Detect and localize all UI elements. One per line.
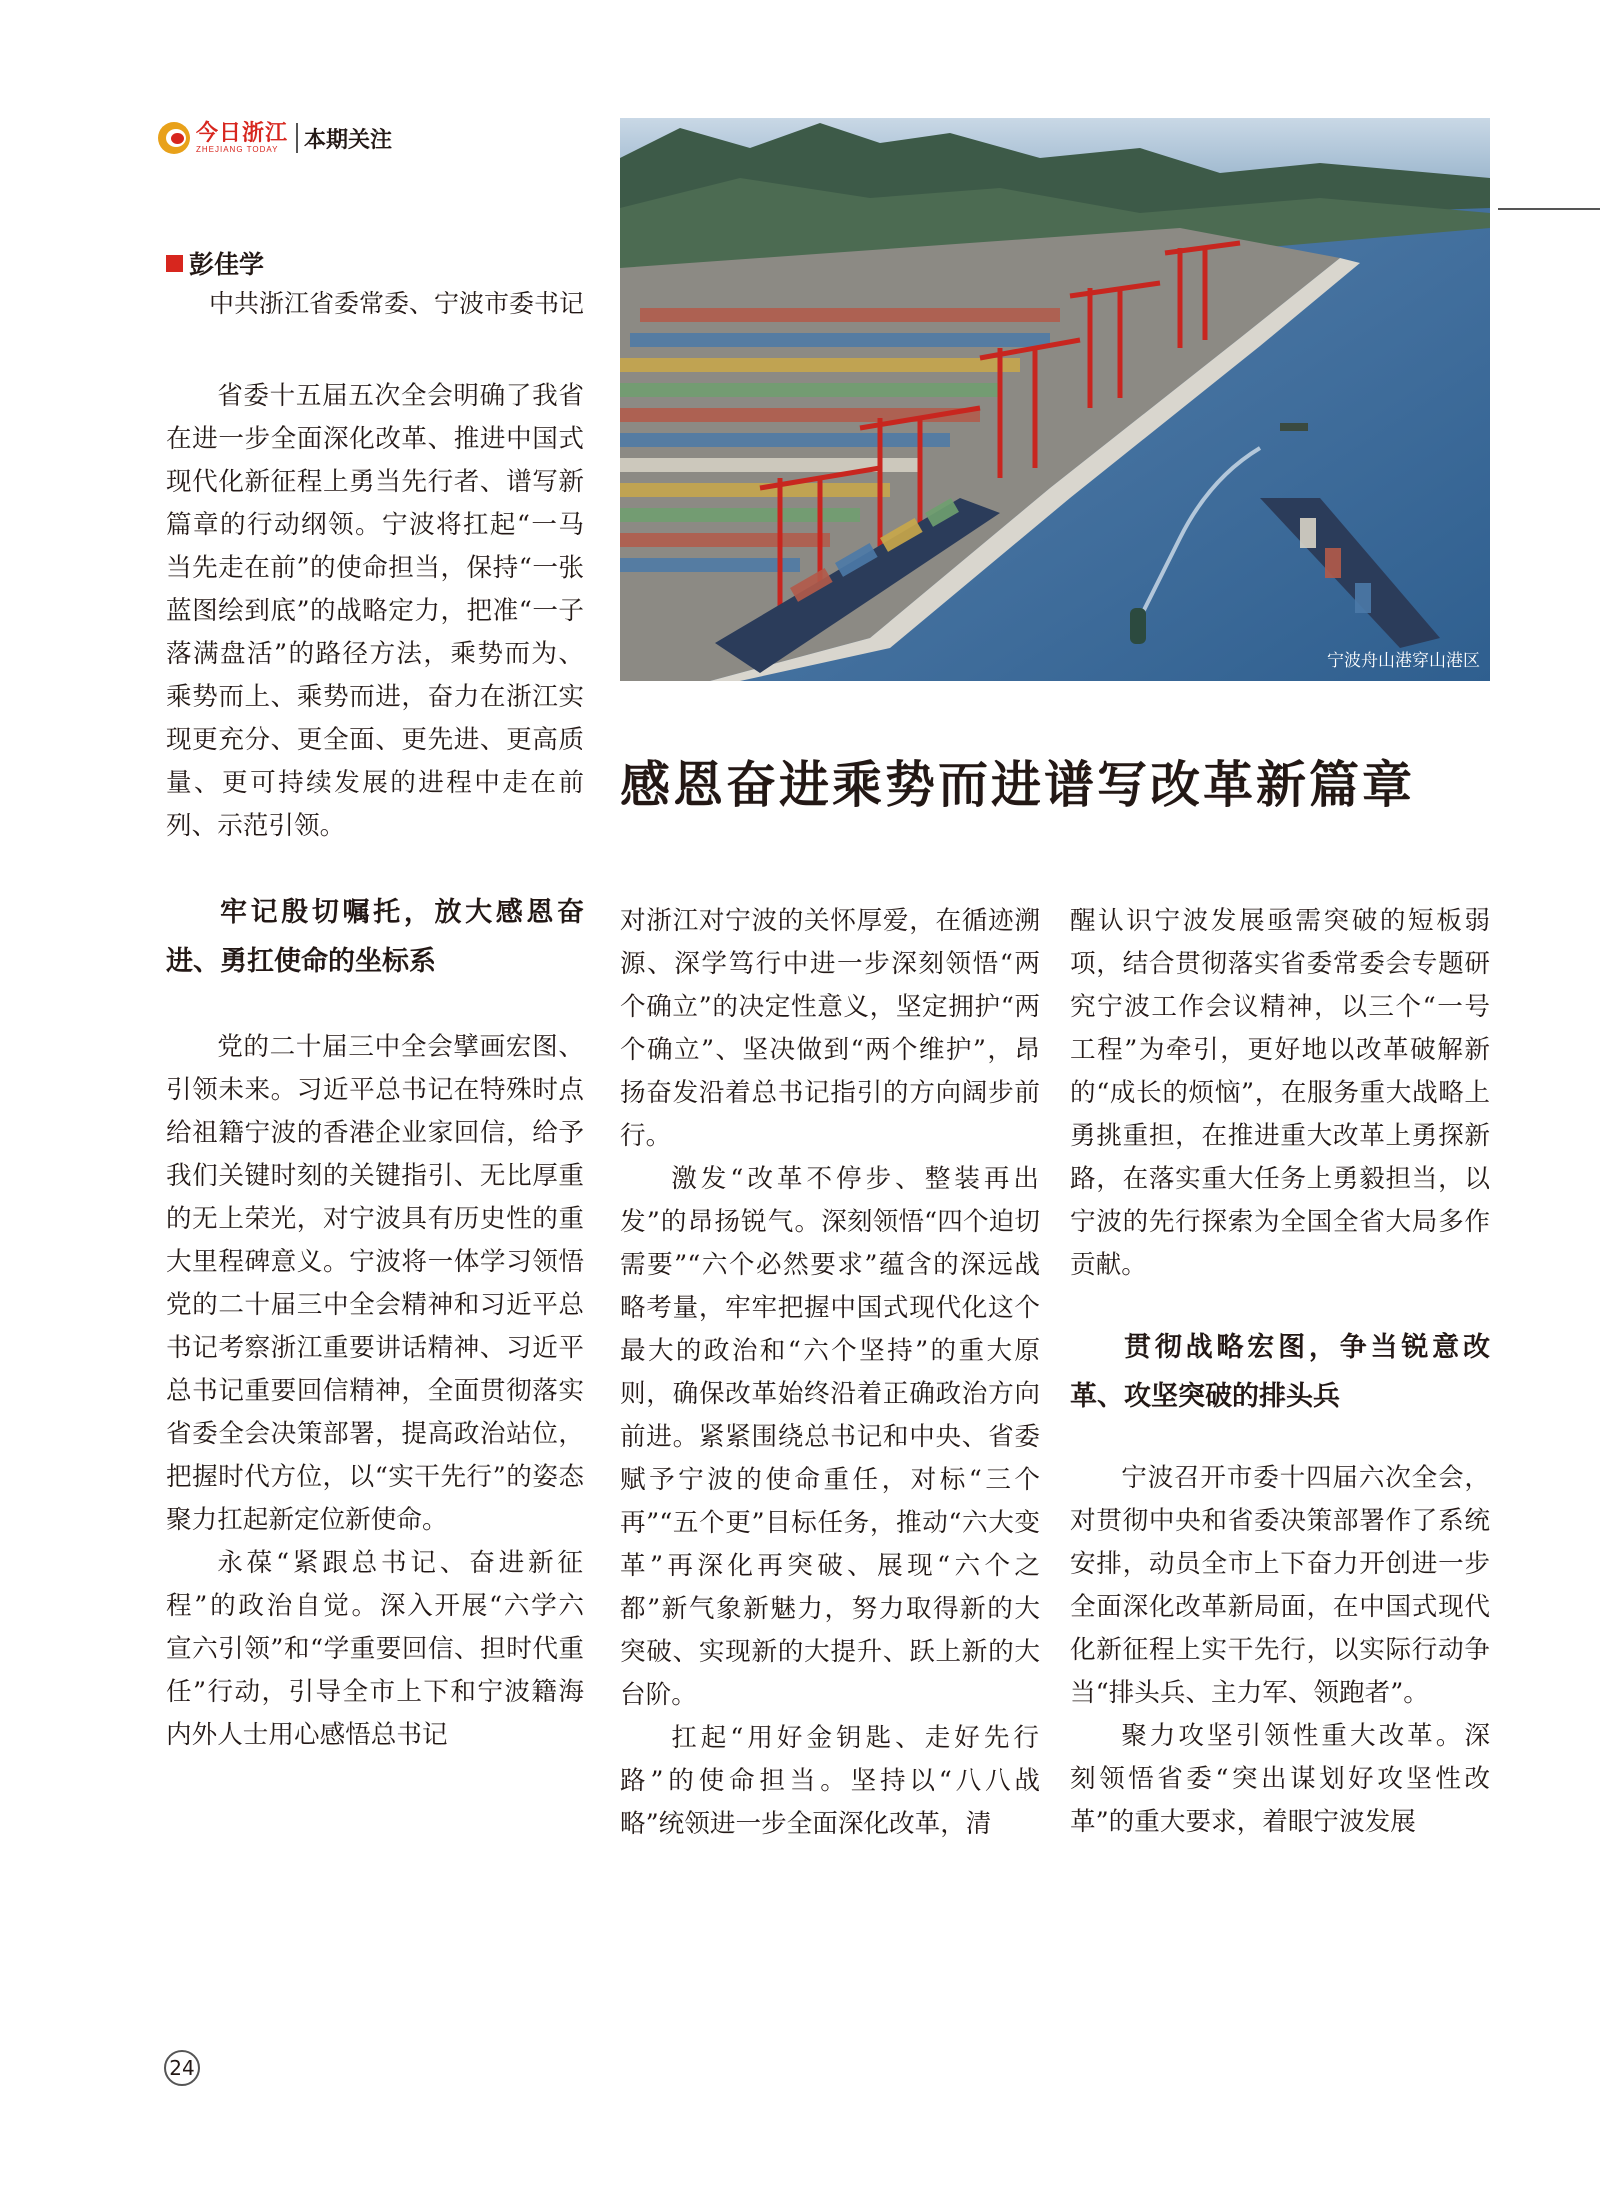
section-heading: 贯彻战略宏图，争当锐意改革、攻坚突破的排头兵 bbox=[1070, 1332, 1490, 1412]
header-divider bbox=[296, 123, 298, 153]
logo-english: ZHEJIANG TODAY bbox=[196, 145, 279, 154]
page-number: 24 bbox=[164, 2050, 200, 2086]
paragraph: 宁波召开市委十四届六次全会，对贯彻中央和省委决策部署作了系统安排，动员全市上下奋力开创进一步全面深化改革新局面，在中国式现代化新征程上实干先行，以实际行动争当“排头兵、主力军、领跑者”。 bbox=[1070, 1463, 1490, 1708]
paragraph-body: 深入开展“六学六宣六引领”和“学重要回信、担时代重任”行动，引导全市上下和宁波籍海内外人士用心感悟总书记 bbox=[166, 1591, 584, 1750]
paragraph-body: 深刻领悟“四个迫切需要”“六个必然要求”蕴含的深远战略考量，牢牢把握中国式现代化这个最大的政治和“六个坚持”的重大原则，确保改革始终沿着正确政治方向前进。紧紧围绕总书记和中央、省委赋予宁波的使命重任，对标“三个再”“五个更”目标任务，推动“六大变革”再深化再突破、展现“六个之都”新气象新魅力，努力取得新的大突破、实现新的大提升、跃上新的大台阶。 bbox=[620, 1207, 1040, 1710]
paragraph-lead: 永葆“紧跟总书记、奋进新征程”的政治自觉。 bbox=[166, 1548, 584, 1621]
decorative-rule bbox=[1498, 208, 1600, 210]
red-square-icon bbox=[166, 255, 183, 272]
logo-icon bbox=[158, 122, 190, 154]
paragraph bbox=[620, 1158, 1040, 1717]
paragraph: 省委十五届五次全会明确了我省在进一步全面深化改革、推进中国式现代化新征程上勇当先行者、谱写新篇章的行动纲领。宁波将扛起“一马当先走在前”的使命担当，保持“一张蓝图绘到底”的战略定力，把准“一子落满盘活”的路径方法，乘势而为、乘势而上、乘势而进，奋力在浙江实现更充分、更全面、更先进、更高质量、更可持续发展的进程中走在前列、示范引领。 bbox=[166, 381, 584, 841]
port-photo bbox=[620, 118, 1490, 681]
text-column-2 bbox=[620, 900, 1040, 1846]
paragraph-body: 深刻领悟省委“突出谋划好攻坚性改革”的重大要求，着眼宁波发展 bbox=[1070, 1721, 1490, 1837]
paragraph: 醒认识宁波发展亟需突破的短板弱项，结合贯彻落实省委常委会专题研究宁波工作会议精神，以三个“一号工程”为牵引，更好地以改革破解新的“成长的烦恼”，在服务重大战略上勇挑重担，在推进重大改革上勇探新路，在落实重大任务上勇毅担当，以宁波的先行探索为全国全省大局多作贡献。 bbox=[1070, 906, 1490, 1280]
text-column-3 bbox=[1070, 900, 1490, 1844]
page-header bbox=[158, 118, 392, 158]
article-headline: 感恩奋进乘势而进谱写改革新篇章 bbox=[620, 756, 1415, 814]
section-label: 本期关注 bbox=[304, 127, 393, 153]
paragraph-lead: 激发“改革不停步、整装再出发”的昂扬锐气。 bbox=[620, 1164, 1040, 1237]
author-name-text: 彭佳学 bbox=[189, 250, 265, 279]
paragraph bbox=[166, 1542, 584, 1757]
paragraph bbox=[1070, 1715, 1490, 1844]
paragraph-body: 坚持以“八八战略”统领进一步全面深化改革，清 bbox=[620, 1766, 1040, 1839]
paragraph-lead: 扛起“用好金钥匙、走好先行路”的使命担当。 bbox=[620, 1723, 1040, 1796]
paragraph bbox=[620, 1717, 1040, 1846]
logo-chinese: 今日浙江 bbox=[196, 120, 289, 146]
magazine-logo bbox=[196, 122, 288, 154]
paragraph-lead: 聚力攻坚引领性重大改革。 bbox=[1121, 1721, 1465, 1751]
paragraph: 对浙江对宁波的关怀厚爱，在循迹溯源、深学笃行中进一步深刻领悟“两个确立”的决定性意义，坚定拥护“两个确立”、坚决做到“两个维护”，昂扬奋发沿着总书记指引的方向阔步前行。 bbox=[620, 906, 1040, 1151]
author-title: 中共浙江省委常委、宁波市委书记 bbox=[208, 289, 584, 318]
port-illustration bbox=[620, 118, 1490, 681]
paragraph: 党的二十届三中全会擘画宏图、引领未来。习近平总书记在特殊时点给祖籍宁波的香港企业家回信，给予我们关键时刻的关键指引、无比厚重的无上荣光，对宁波具有历史性的重大里程碑意义。宁波将一体学习领悟党的二十届三中全会精神和习近平总书记考察浙江重要讲话精神、习近平总书记重要回信精神，全面贯彻落实省委全会决策部署，提高政治站位，把握时代方位，以“实干先行”的姿态聚力扛起新定位新使命。 bbox=[166, 1032, 584, 1535]
text-column-1 bbox=[166, 375, 584, 1757]
section-heading: 牢记殷切嘱托，放大感恩奋进、勇扛使命的坐标系 bbox=[166, 897, 584, 977]
author-name bbox=[166, 245, 264, 281]
photo-caption: 宁波舟山港穿山港区 bbox=[1327, 651, 1480, 671]
